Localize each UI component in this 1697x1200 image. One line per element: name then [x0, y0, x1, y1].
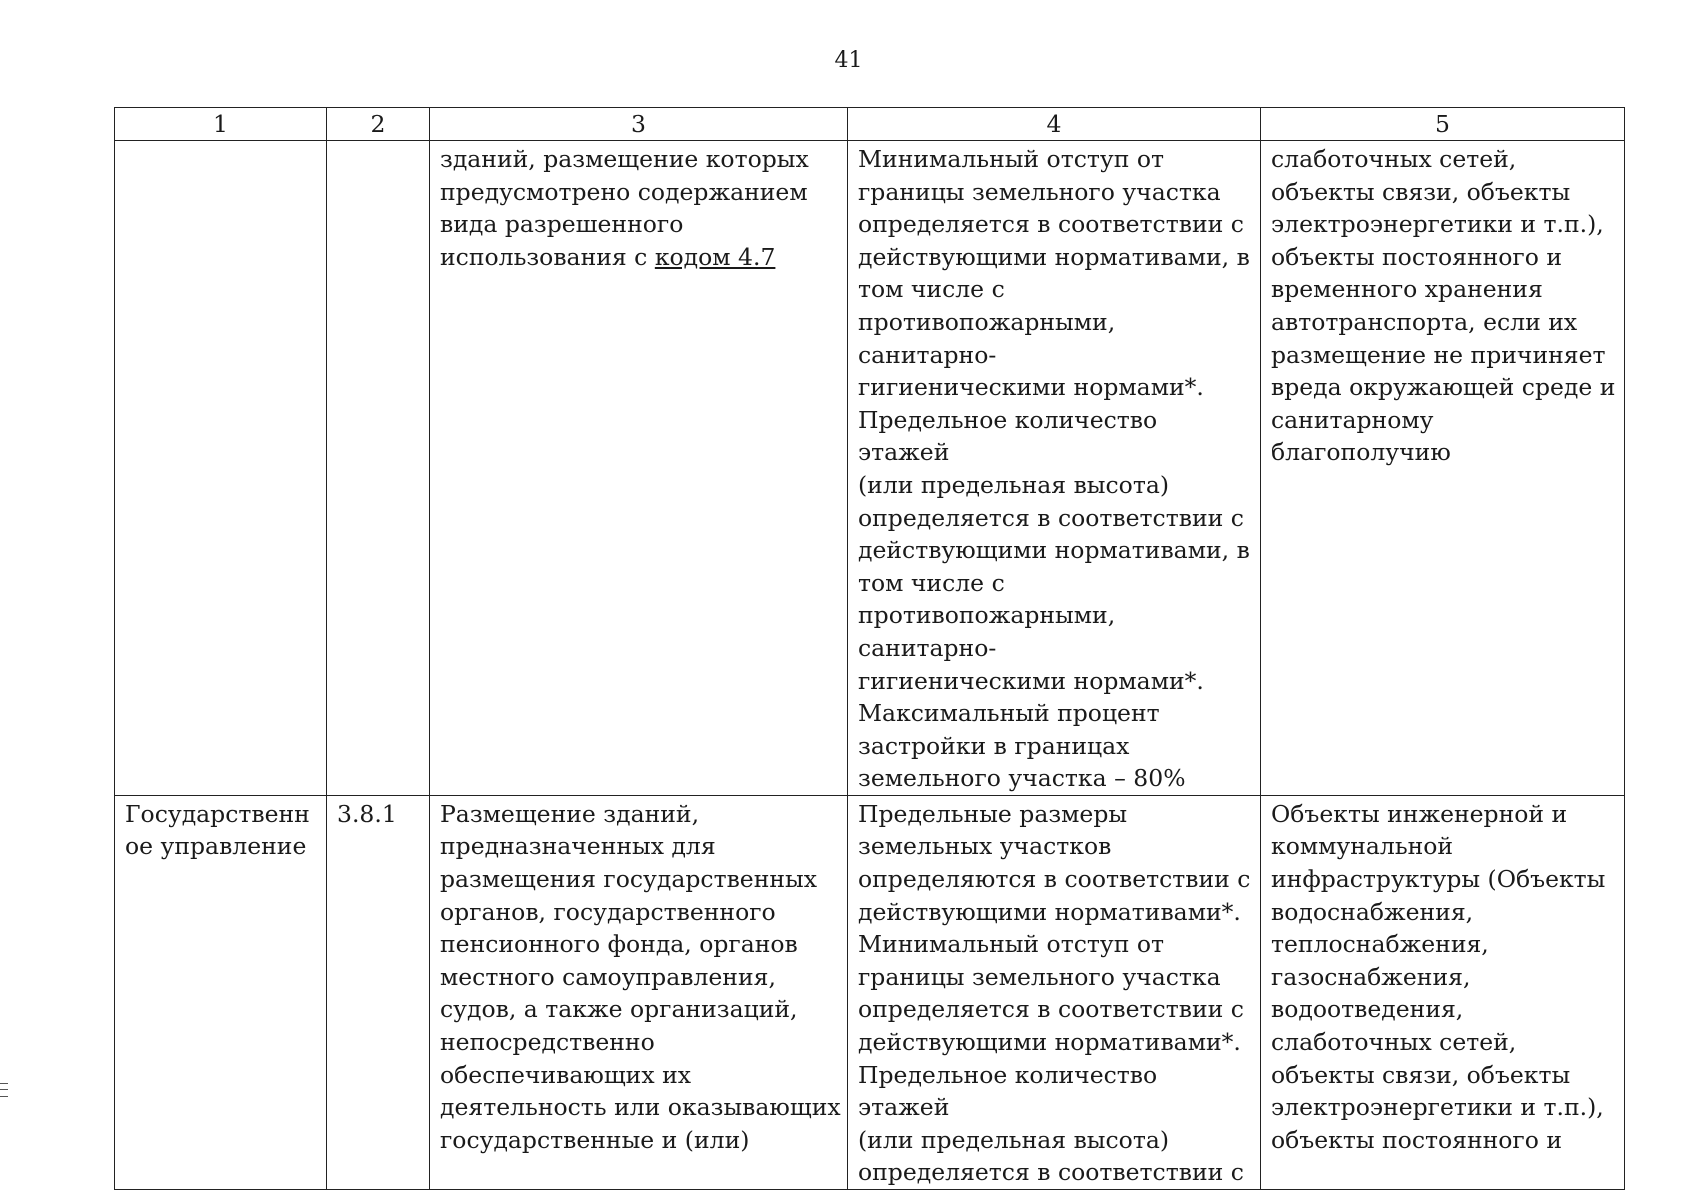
- cell-use-code: [327, 141, 430, 796]
- cell-text: Предельные размеры земельных участков определяются в соответствии с действующими нормативами*. Минимальный отступ от границы земельного участка определяется в соответствии с действующими нормативами*. Предельное количество этажей (или предельная высота) определяется в соответствии с: [858, 799, 1251, 1187]
- table-header: [115, 108, 1625, 141]
- cell-use-name: [115, 795, 327, 1189]
- cell-text: Размещение зданий, предназначенных для размещения государственных органов, государственного пенсионного фонда, органов местного самоуправления, судов, а также организаций, непосредственно обеспечивающих их деятельность или оказывающих государственные и (или): [440, 799, 841, 1154]
- cell-text: слаботочных сетей, объекты связи, объекты электроэнергетики и т.п.), объекты постоянного и временного хранения автотранспорта, если их размещение не причиняет вреда окружающей среде и санитарному благополучию: [1271, 145, 1616, 467]
- cell-parameters: [848, 795, 1261, 1189]
- cell-use-description: [430, 795, 848, 1189]
- cell-use-code: [327, 795, 430, 1189]
- cell-auxiliary-uses: [1261, 141, 1625, 796]
- header-row: [115, 108, 1625, 141]
- header-col-3: 3: [430, 108, 848, 141]
- cell-auxiliary-uses: [1261, 795, 1625, 1189]
- cell-text: Государственн ое управление: [125, 799, 310, 861]
- header-col-2: 2: [327, 108, 430, 141]
- table-row: [115, 141, 1625, 796]
- cell-text: 3.8.1: [337, 799, 397, 828]
- code-4-7-link[interactable]: кодом 4.7: [654, 242, 776, 271]
- header-col-4: 4: [848, 108, 1261, 141]
- cell-use-description: [430, 141, 848, 796]
- header-col-5: 5: [1261, 108, 1625, 141]
- regulations-table: [114, 107, 1625, 1190]
- cell-parameters: [848, 141, 1261, 796]
- header-col-1: 1: [115, 108, 327, 141]
- scan-margin-mark: [0, 1083, 8, 1097]
- cell-text: Объекты инженерной и коммунальной инфраструктуры (Объекты водоснабжения, теплоснабжения, газоснабжения, водоотведения, слаботочных сетей, объекты связи, объекты электроэнергетики и т.п.), объекты постоянного и: [1271, 799, 1606, 1154]
- cell-text: [440, 143, 841, 273]
- description-text: зданий, размещение которых предусмотрено содержанием вида разрешенного использования с: [440, 145, 809, 271]
- cell-use-name: [115, 141, 327, 796]
- page-number: 41: [834, 48, 863, 73]
- cell-text: Минимальный отступ от границы земельного участка определяется в соответствии с действующими нормативами, в том числе с противопожарными, санитарно- гигиеническими нормами*. Предельное количество этажей (или предельная высота) определяется в соответствии с действующими нормативами, в том числе с противопожарными, санитарно- гигиеническими нормами*. Максимальный процент застройки в границах земельного участка – 80%: [858, 145, 1250, 793]
- table-body: [115, 141, 1625, 1190]
- table-row: [115, 795, 1625, 1189]
